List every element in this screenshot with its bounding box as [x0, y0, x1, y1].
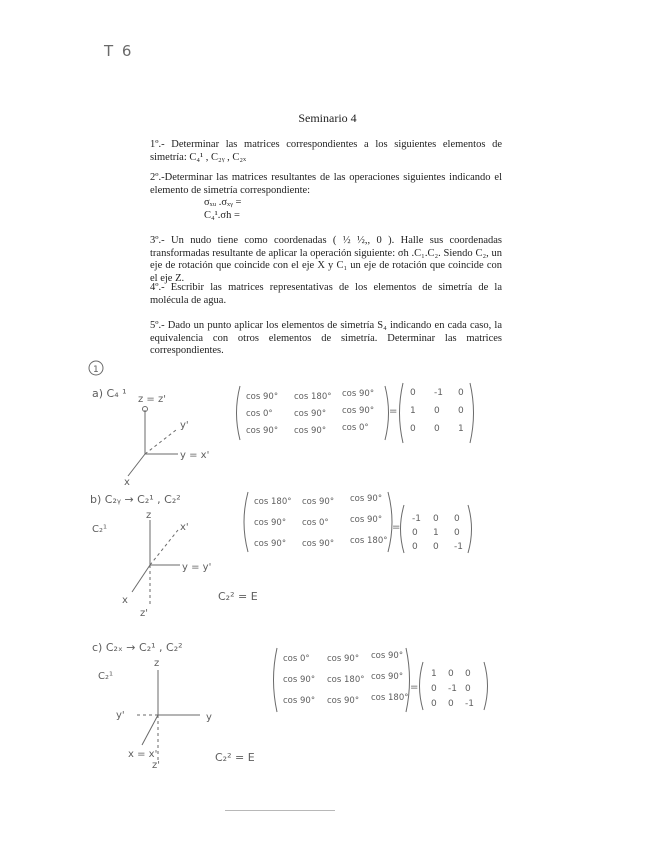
axis-c-z-prime: z' [152, 760, 160, 771]
b-matrix-left-cell: cos 90° [254, 518, 287, 528]
bottom-rule [225, 810, 335, 811]
section-c-identity: C₂² = E [215, 751, 255, 764]
a-matrix-right-cell: 0 [434, 406, 440, 416]
circle-number: 1 [93, 365, 99, 375]
question-5: 5º.- Dado un punto aplicar los elementos de simetría S₄ indicando en cada caso, la equivalencia con otros elementos de simetría. Determinar las matrices correspondientes. [150, 320, 502, 356]
corner-mark: T 6 [104, 42, 134, 60]
section-b-label: b) C₂ᵧ → C₂¹ , C₂² [90, 493, 181, 506]
section-c-label: c) C₂ₓ → C₂¹ , C₂² [92, 641, 183, 654]
axis-b-x-prime: x' [180, 522, 189, 533]
section-c-side-label: C₂¹ [98, 671, 113, 682]
question-2-op1: σₓᵤ .σₓᵧ = [204, 197, 242, 208]
b-matrix-right-cell: 0 [454, 528, 460, 538]
b-matrix-left-cell: cos 0° [302, 518, 329, 528]
axis-c-y: y [206, 712, 212, 723]
b-matrix-right-cell: 0 [454, 514, 460, 524]
c-matrix-right-cell: 0 [465, 669, 471, 679]
axes-b [132, 520, 180, 605]
a-matrix-left-cell: cos 90° [246, 392, 279, 402]
a-matrix-left-cell: cos 90° [294, 426, 327, 436]
c-matrix-left-cell: cos 90° [283, 696, 316, 706]
c-matrix-left-cell: cos 180° [327, 675, 365, 685]
c-matrix-left-cell: cos 90° [327, 654, 360, 664]
c-matrix-right-cell: 0 [431, 684, 437, 694]
b-matrix-left-cell: cos 90° [350, 515, 383, 525]
axes-c [136, 670, 200, 760]
b-matrix-left-cell: cos 180° [350, 536, 388, 546]
a-matrix-right-cell: 1 [410, 406, 416, 416]
b-matrix-left-cell: cos 90° [350, 494, 383, 504]
c-matrix-right-cell: 0 [431, 699, 437, 709]
page-title: Seminario 4 [298, 111, 357, 125]
axis-a-y: y = x' [180, 450, 210, 461]
axis-c-z: z [154, 658, 160, 669]
a-matrix-left-cell: cos 90° [246, 426, 279, 436]
equals-sign: = [410, 682, 419, 693]
a-matrix-left-cell: cos 90° [342, 389, 375, 399]
a-matrix-right-cell: 0 [434, 424, 440, 434]
section-a-label: a) C₄ ¹ [92, 387, 127, 400]
question-4: 4º.- Escribir las matrices representativas de los elementos de simetría de la molécula de agua. [150, 282, 502, 306]
equals-sign: = [392, 522, 401, 533]
b-matrix-right-cell: -1 [454, 542, 463, 552]
axis-a-y-prime: y' [180, 420, 189, 431]
a-matrix-left-cell: cos 90° [342, 406, 375, 416]
question-1: 1º.- Determinar las matrices correspondientes a los siguientes elementos de simetría: C₄¹ , C₂ᵧ , C₂ₓ [150, 139, 502, 163]
b-matrix-left-cell: cos 90° [302, 539, 335, 549]
b-matrix-right-cell: 0 [412, 542, 418, 552]
a-matrix-right-cell: 0 [458, 406, 464, 416]
b-matrix-right-cell: -1 [412, 514, 421, 524]
matrix-values [246, 388, 474, 709]
c-matrix-right-cell: 1 [431, 669, 437, 679]
c-matrix-left-cell: cos 90° [371, 651, 404, 661]
c-matrix-right-cell: 0 [448, 699, 454, 709]
a-matrix-left-cell: cos 0° [342, 423, 369, 433]
axis-b-z: z [146, 510, 152, 521]
a-matrix-right-cell: 0 [410, 424, 416, 434]
axis-b-x: x [122, 595, 128, 606]
axis-c-x: x = x' [128, 749, 158, 760]
axis-a-x: x [124, 477, 130, 488]
equals-sign: = [389, 406, 398, 417]
b-matrix-right-cell: 0 [412, 528, 418, 538]
a-matrix-right-cell: 1 [458, 424, 464, 434]
c-matrix-right-cell: 0 [448, 669, 454, 679]
c-matrix-left-cell: cos 0° [283, 654, 310, 664]
c-matrix-left-cell: cos 90° [371, 672, 404, 682]
section-b-side-label: C₂¹ [92, 524, 107, 535]
c-matrix-right-cell: 0 [465, 684, 471, 694]
c-matrix-left-cell: cos 90° [283, 675, 316, 685]
b-matrix-left-cell: cos 90° [254, 539, 287, 549]
axis-c-y-prime: y' [116, 710, 125, 721]
question-3: 3º.- Un nudo tiene como coordenadas ( ½ ½,, 0 ). Halle sus coordenadas transformadas resultante de aplicar la operación siguiente: σh .C₁.C₂. Siendo C₂, un eje de rotación que coincide con el eje X y C₁ un eje de rotación que coincide con el eje Z. [150, 235, 502, 284]
b-matrix-left-cell: cos 90° [302, 497, 335, 507]
a-matrix-right-cell: 0 [458, 388, 464, 398]
a-matrix-right-cell: -1 [434, 388, 443, 398]
b-matrix-right-cell: 1 [433, 528, 439, 538]
a-matrix-left-cell: cos 0° [246, 409, 273, 419]
axis-b-z-prime: z' [140, 608, 148, 619]
c-matrix-right-cell: -1 [465, 699, 474, 709]
axes-a [128, 407, 178, 477]
axis-a-z: z = z' [138, 394, 166, 405]
c-matrix-left-cell: cos 90° [327, 696, 360, 706]
question-2-text: 2º.-Determinar las matrices resultantes de las operaciones siguientes indicando el elemento de simetría correspondiente: [150, 172, 502, 196]
section-b-identity: C₂² = E [218, 590, 258, 603]
a-matrix-left-cell: cos 90° [294, 409, 327, 419]
c-matrix-right-cell: -1 [448, 684, 457, 694]
b-matrix-right-cell: 0 [433, 514, 439, 524]
b-matrix-left-cell: cos 180° [254, 497, 292, 507]
c-matrix-left-cell: cos 180° [371, 693, 409, 703]
a-matrix-right-cell: 0 [410, 388, 416, 398]
question-2-op2: C₄¹.σh = [204, 209, 240, 221]
a-matrix-left-cell: cos 180° [294, 392, 332, 402]
axis-b-y: y = y' [182, 562, 212, 573]
b-matrix-right-cell: 0 [433, 542, 439, 552]
